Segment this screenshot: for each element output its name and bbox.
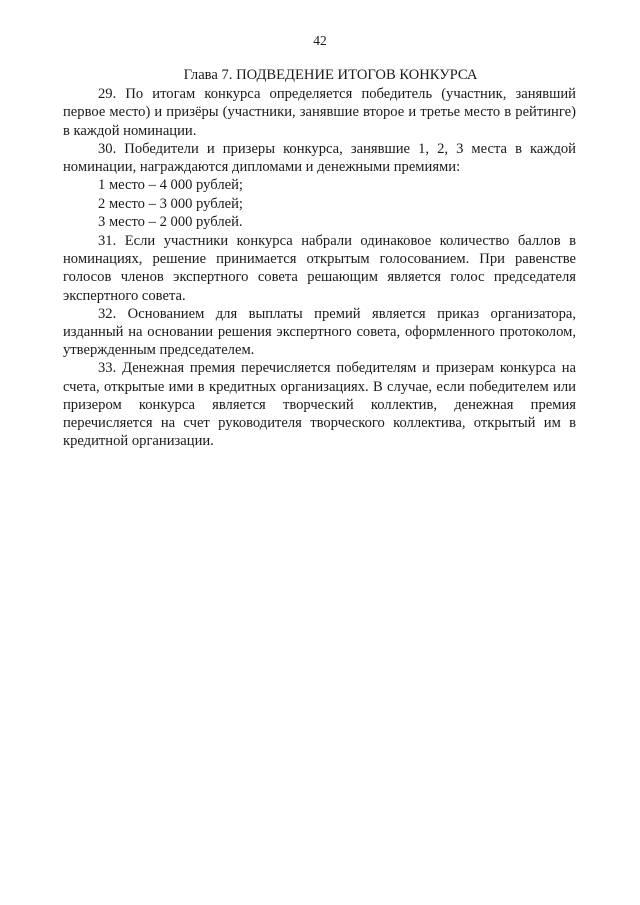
- chapter-title: Глава 7. ПОДВЕДЕНИЕ ИТОГОВ КОНКУРСА: [183, 67, 478, 83]
- paragraph-33: 33. Денежная премия перечисляется победителям и призерам конкурса на счета, открытые ими в кредитных организациях. В случае, если победителем или призером конкурса является творческий коллектив, денежная премия перечисляется на счет руководителя творческого коллектива, открытый им в кредитной организации.: [63, 360, 576, 450]
- prize-list: [63, 176, 576, 232]
- paragraph-30: 30. Победители и призеры конкурса, занявшие 1, 2, 3 места в каждой номинации, награждаются дипломами и денежными премиями:: [63, 140, 576, 176]
- paragraph-29: 29. По итогам конкурса определяется победитель (участник, занявший первое место) и призёры (участники, занявшие второе и третье место в рейтинге) в каждой номинации.: [63, 86, 576, 139]
- prize-item-1: 1 место – 4 000 рублей;: [98, 177, 243, 194]
- paragraph-31: 31. Если участники конкурса набрали одинаковое количество баллов в номинациях, решение принимается открытым голосованием. При равенстве голосов членов экспертного совета решающим является голос председателя экспертного совета.: [63, 233, 576, 304]
- prize-item-3: 3 место – 2 000 рублей.: [98, 214, 243, 231]
- document-body: [63, 66, 576, 450]
- page-number: 42: [313, 33, 327, 48]
- paragraph-32: 32. Основанием для выплаты премий является приказ организатора, изданный на основании решения экспертного совета, оформленного протоколом, утвержденным председателем.: [63, 305, 576, 359]
- prize-item-2: 2 место – 3 000 рублей;: [98, 195, 243, 212]
